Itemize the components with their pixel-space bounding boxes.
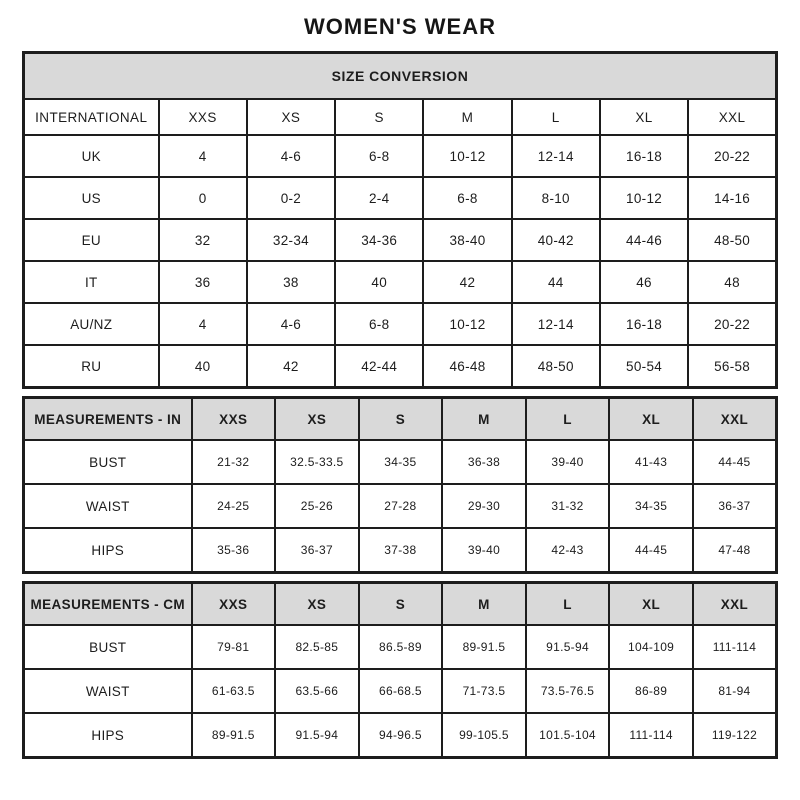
cell-value: 46-48 [423, 345, 511, 388]
cell-value: 61-63.5 [192, 669, 276, 713]
cell-value: 36-38 [442, 440, 526, 484]
cell-value: 46 [600, 261, 688, 303]
column-header-size: S [359, 398, 443, 441]
measurements-cm-body [24, 625, 777, 758]
cell-value: 12-14 [512, 135, 600, 177]
table-row [24, 528, 777, 573]
table-row [24, 713, 777, 758]
cell-value: 20-22 [688, 135, 776, 177]
cell-value: 20-22 [688, 303, 776, 345]
cell-value: 34-35 [609, 484, 693, 528]
table-row [24, 303, 777, 345]
column-header-size: M [442, 583, 526, 626]
column-header-size: XL [609, 398, 693, 441]
cell-value: 73.5-76.5 [526, 669, 610, 713]
cell-value: 41-43 [609, 440, 693, 484]
table-row [24, 177, 777, 219]
cell-value: 40 [159, 345, 247, 388]
cell-value: 10-12 [423, 303, 511, 345]
cell-value: 12-14 [512, 303, 600, 345]
cell-value: 36-37 [275, 528, 359, 573]
column-header-size: XXS [192, 398, 276, 441]
size-conversion-banner-row [24, 53, 777, 100]
measurements-cm-header-row [24, 583, 777, 626]
cell-value: 25-26 [275, 484, 359, 528]
cell-value: 8-10 [512, 177, 600, 219]
cell-value: 48-50 [688, 219, 776, 261]
cell-value: 44-45 [609, 528, 693, 573]
cell-value: 50-54 [600, 345, 688, 388]
cell-value: 32-34 [247, 219, 335, 261]
cell-value: 38 [247, 261, 335, 303]
cell-value: 101.5-104 [526, 713, 610, 758]
row-label: HIPS [24, 713, 192, 758]
column-header-size: M [423, 99, 511, 135]
cell-value: 94-96.5 [359, 713, 443, 758]
cell-value: 6-8 [335, 135, 423, 177]
cell-value: 42-44 [335, 345, 423, 388]
cell-value: 4-6 [247, 135, 335, 177]
row-label: BUST [24, 440, 192, 484]
row-label: RU [24, 345, 159, 388]
cell-value: 16-18 [600, 303, 688, 345]
cell-value: 86.5-89 [359, 625, 443, 669]
table-row [24, 261, 777, 303]
table-row [24, 440, 777, 484]
column-header-size: L [526, 583, 610, 626]
cell-value: 24-25 [192, 484, 276, 528]
cell-value: 104-109 [609, 625, 693, 669]
size-conversion-body [24, 135, 777, 388]
cell-value: 2-4 [335, 177, 423, 219]
cell-value: 42 [423, 261, 511, 303]
cell-value: 37-38 [359, 528, 443, 573]
measurements-cm-header: MEASUREMENTS - CM [24, 583, 192, 626]
cell-value: 44 [512, 261, 600, 303]
cell-value: 6-8 [423, 177, 511, 219]
cell-value: 63.5-66 [275, 669, 359, 713]
cell-value: 10-12 [600, 177, 688, 219]
column-header-size: XS [275, 583, 359, 626]
cell-value: 42-43 [526, 528, 610, 573]
size-conversion-header: SIZE CONVERSION [24, 53, 777, 100]
column-header-size: M [442, 398, 526, 441]
cell-value: 48 [688, 261, 776, 303]
size-conversion-table [22, 51, 778, 389]
cell-value: 91.5-94 [526, 625, 610, 669]
column-header-size: XL [600, 99, 688, 135]
cell-value: 42 [247, 345, 335, 388]
row-label: AU/NZ [24, 303, 159, 345]
column-header-size: XXL [693, 583, 777, 626]
cell-value: 91.5-94 [275, 713, 359, 758]
measurements-in-body [24, 440, 777, 573]
row-label: IT [24, 261, 159, 303]
cell-value: 34-36 [335, 219, 423, 261]
cell-value: 82.5-85 [275, 625, 359, 669]
cell-value: 32 [159, 219, 247, 261]
column-header-size: XS [247, 99, 335, 135]
cell-value: 4 [159, 135, 247, 177]
cell-value: 71-73.5 [442, 669, 526, 713]
cell-value: 111-114 [693, 625, 777, 669]
cell-value: 10-12 [423, 135, 511, 177]
column-header-size: L [526, 398, 610, 441]
cell-value: 81-94 [693, 669, 777, 713]
cell-value: 0-2 [247, 177, 335, 219]
cell-value: 6-8 [335, 303, 423, 345]
table-row [24, 345, 777, 388]
column-header-international: INTERNATIONAL [24, 99, 159, 135]
table-row [24, 219, 777, 261]
cell-value: 16-18 [600, 135, 688, 177]
cell-value: 111-114 [609, 713, 693, 758]
cell-value: 89-91.5 [192, 713, 276, 758]
column-header-size: S [335, 99, 423, 135]
row-label: EU [24, 219, 159, 261]
row-label: BUST [24, 625, 192, 669]
page-title: WOMEN'S WEAR [304, 14, 496, 39]
row-label: WAIST [24, 669, 192, 713]
cell-value: 66-68.5 [359, 669, 443, 713]
cell-value: 40-42 [512, 219, 600, 261]
column-header-size: L [512, 99, 600, 135]
cell-value: 39-40 [526, 440, 610, 484]
cell-value: 21-32 [192, 440, 276, 484]
cell-value: 47-48 [693, 528, 777, 573]
column-header-size: S [359, 583, 443, 626]
table-row [24, 669, 777, 713]
cell-value: 44-45 [693, 440, 777, 484]
measurements-in-header: MEASUREMENTS - IN [24, 398, 192, 441]
measurements-in-header-row [24, 398, 777, 441]
cell-value: 29-30 [442, 484, 526, 528]
cell-value: 14-16 [688, 177, 776, 219]
column-header-size: XXL [688, 99, 776, 135]
table-row [24, 625, 777, 669]
cell-value: 99-105.5 [442, 713, 526, 758]
cell-value: 36 [159, 261, 247, 303]
cell-value: 0 [159, 177, 247, 219]
cell-value: 4 [159, 303, 247, 345]
measurements-in-table [22, 396, 778, 574]
column-header-size: XXS [192, 583, 276, 626]
row-label: WAIST [24, 484, 192, 528]
cell-value: 56-58 [688, 345, 776, 388]
row-label: UK [24, 135, 159, 177]
cell-value: 89-91.5 [442, 625, 526, 669]
cell-value: 27-28 [359, 484, 443, 528]
measurements-cm-table [22, 581, 778, 759]
column-header-size: XXL [693, 398, 777, 441]
cell-value: 86-89 [609, 669, 693, 713]
cell-value: 119-122 [693, 713, 777, 758]
row-label: US [24, 177, 159, 219]
column-header-size: XXS [159, 99, 247, 135]
cell-value: 48-50 [512, 345, 600, 388]
row-label: HIPS [24, 528, 192, 573]
cell-value: 4-6 [247, 303, 335, 345]
cell-value: 32.5-33.5 [275, 440, 359, 484]
table-row [24, 135, 777, 177]
size-conversion-columns-row [24, 99, 777, 135]
cell-value: 38-40 [423, 219, 511, 261]
cell-value: 35-36 [192, 528, 276, 573]
cell-value: 39-40 [442, 528, 526, 573]
cell-value: 34-35 [359, 440, 443, 484]
cell-value: 44-46 [600, 219, 688, 261]
column-header-size: XL [609, 583, 693, 626]
column-header-size: XS [275, 398, 359, 441]
cell-value: 40 [335, 261, 423, 303]
cell-value: 79-81 [192, 625, 276, 669]
cell-value: 31-32 [526, 484, 610, 528]
cell-value: 36-37 [693, 484, 777, 528]
table-row [24, 484, 777, 528]
